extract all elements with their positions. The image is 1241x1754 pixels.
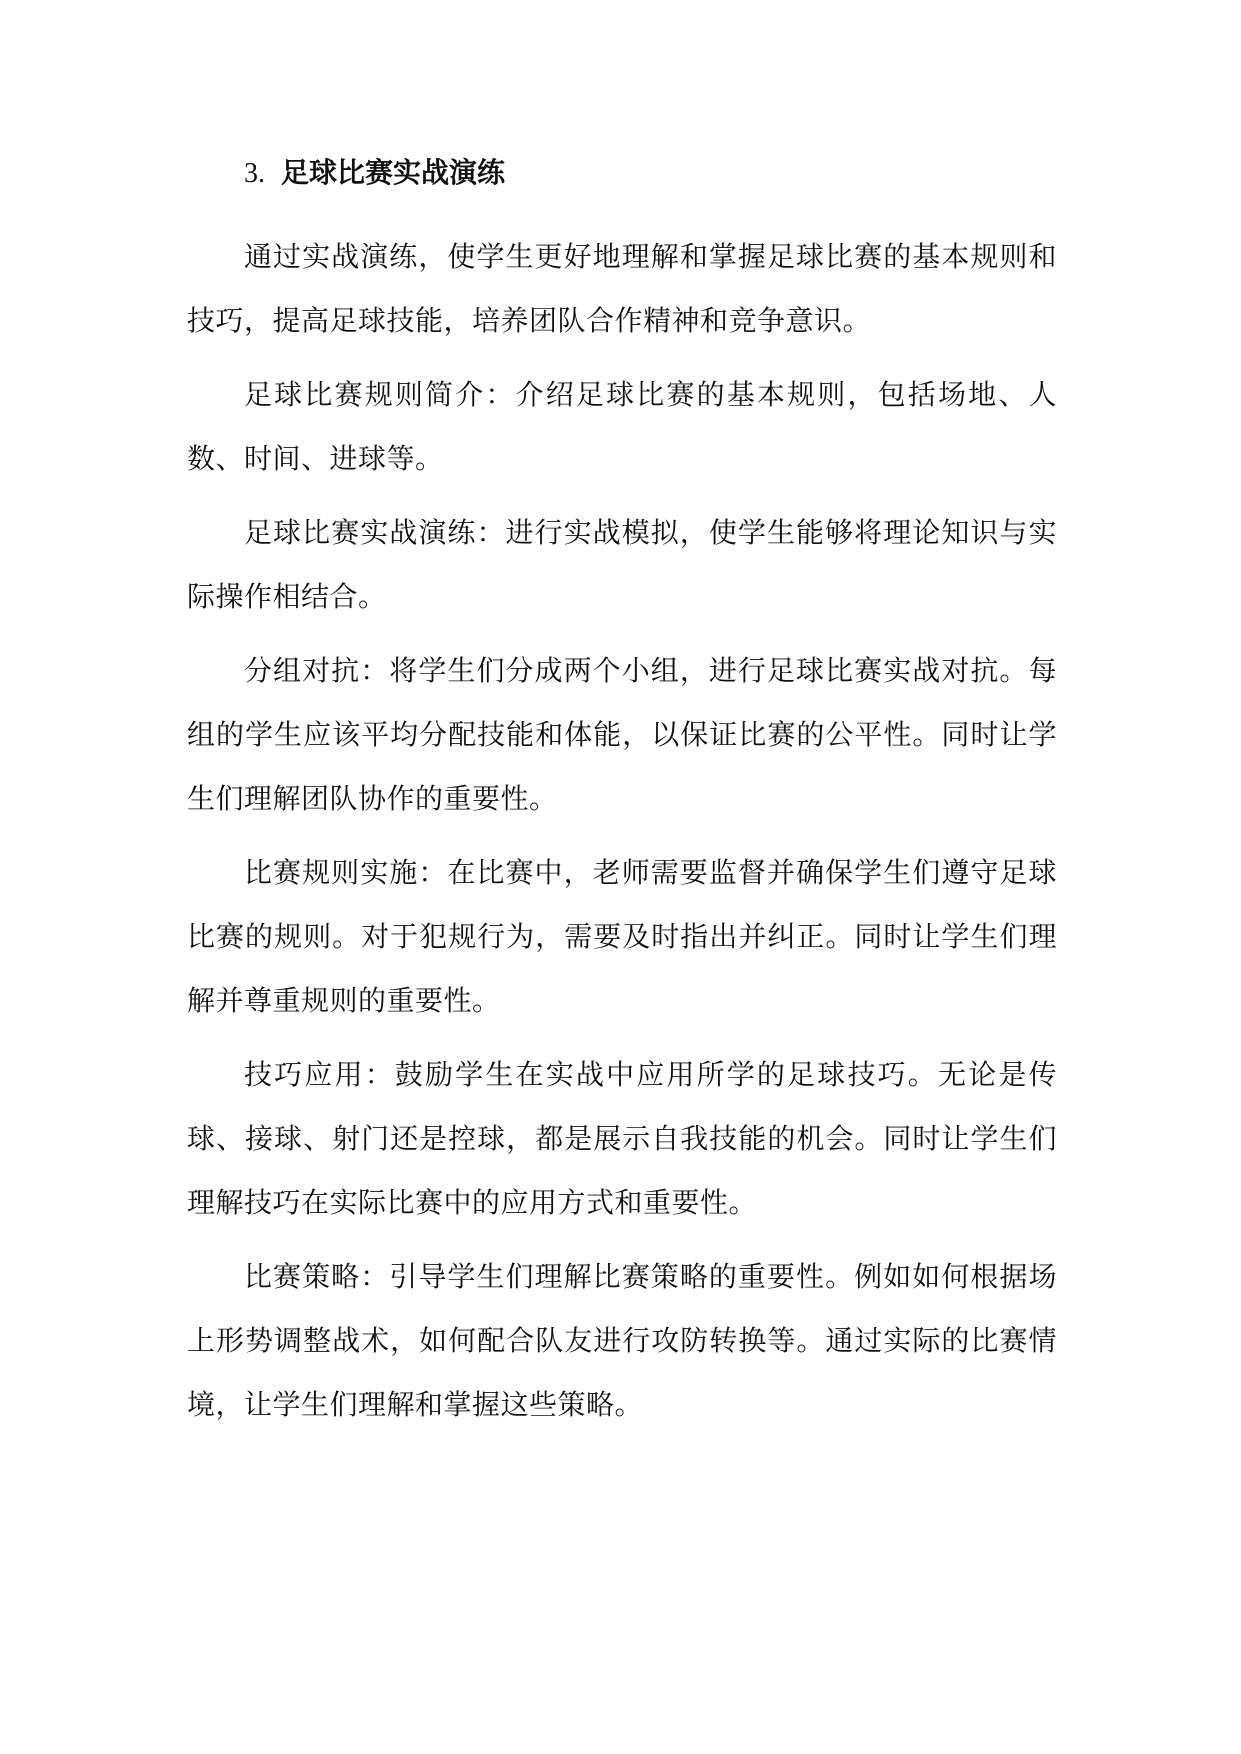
paragraph-practice: 足球比赛实战演练：进行实战模拟，使学生能够将理论知识与实际操作相结合。 [187, 516, 1057, 613]
paragraph-strategy: 比赛策略：引导学生们理解比赛策略的重要性。例如如何根据场上形势调整战术，如何配合队友进行攻防转换等。通过实际的比赛情境，让学生们理解和掌握这些策略。 [187, 1260, 1057, 1421]
paragraph-group-match: 分组对抗：将学生们分成两个小组，进行足球比赛实战对抗。每组的学生应该平均分配技能和体能，以保证比赛的公平性。同时让学生们理解团队协作的重要性。 [187, 654, 1057, 815]
paragraph-rules-enforcement: 比赛规则实施：在比赛中，老师需要监督并确保学生们遵守足球比赛的规则。对于犯规行为，需要及时指出并纠正。同时让学生们理解并尊重规则的重要性。 [187, 856, 1057, 1017]
section-heading [187, 142, 1057, 205]
paragraph-rules-intro: 足球比赛规则简介：介绍足球比赛的基本规则，包括场地、人数、时间、进球等。 [187, 378, 1057, 475]
paragraph-skill-application: 技巧应用：鼓励学生在实战中应用所学的足球技巧。无论是传球、接球、射门还是控球，都是展示自我技能的机会。同时让学生们理解技巧在实际比赛中的应用方式和重要性。 [187, 1058, 1057, 1219]
paragraph-intro: 通过实战演练，使学生更好地理解和掌握足球比赛的基本规则和技巧，提高足球技能，培养团队合作精神和竞争意识。 [187, 240, 1057, 337]
section-number: 3. [244, 158, 265, 189]
section-title: 足球比赛实战演练 [281, 156, 506, 189]
document-body [187, 142, 1057, 1447]
